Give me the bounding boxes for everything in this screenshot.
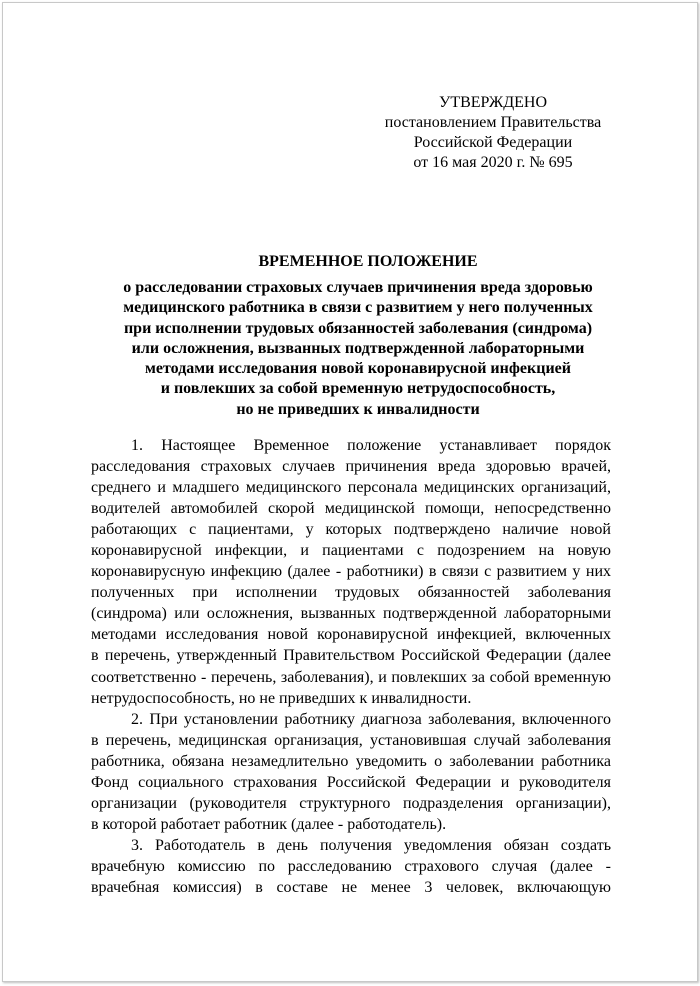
subtitle-line: методами исследования новой коронавирусной инфекцией [145, 360, 571, 378]
paragraph-line: в перечень, медицинская организация, установившая случай заболевания [91, 731, 611, 749]
paragraph-line: коронавирусной инфекции, и пациентами с подозрением на новую [91, 542, 611, 560]
paragraph-line: работающих с пациентами, у которых подтверждено наличие новой [91, 521, 611, 539]
subtitle-line: и повлекших за собой временную нетрудоспособность, [160, 380, 556, 398]
approval-date-number: от 16 мая 2020 г. № 695 [413, 154, 573, 171]
document-subtitle [3, 278, 698, 420]
paragraph-line: полученных при исполнении трудовых обязанностей заболевания [91, 584, 611, 602]
subtitle-line: медицинского работника в связи с развитием у него полученных [123, 299, 593, 317]
paragraph-line: 2. При установлении работнику диагноза заболевания, включенного [131, 710, 611, 728]
paragraph-line: организации (руководителя структурного подразделения организации), [91, 794, 611, 812]
approval-line: постановлением Правительства [384, 114, 602, 131]
paragraph-line: врачебная комиссия) в составе не менее 3 человек, включающую [91, 878, 611, 896]
document-title: ВРЕМЕННОЕ ПОЛОЖЕНИЕ [258, 253, 478, 270]
paragraph-line: врачебную комиссию по расследованию страхового случая (далее - [91, 857, 611, 875]
paragraph-line: среднего и младшего медицинского персонала медицинских организаций, [91, 479, 611, 497]
paragraph-line: в которой работает работник (далее - работодатель). [91, 815, 447, 833]
paragraph-2 [91, 709, 611, 835]
paragraph-line: коронавирусную инфекцию (далее - работники) в связи с развитием у них [91, 563, 611, 581]
approval-heading: УТВЕРЖДЕНО [438, 94, 547, 111]
paragraph-line: методами исследования новой коронавирусной инфекцией, включенных [91, 626, 611, 644]
paragraph-line: водителей автомобилей скорой медицинской помощи, непосредственно [91, 500, 611, 518]
paragraph-1 [91, 435, 611, 709]
paragraph-line: 3. Работодатель в день получения уведомления обязан создать [131, 836, 611, 854]
paragraph-line: в перечень, утвержденный Правительством Российской Федерации (далее [91, 647, 611, 665]
paragraph-line: работника, обязана незамедлительно уведомить о заболевании работника [91, 752, 611, 770]
approval-line: Российской Федерации [413, 134, 573, 151]
approval-stamp [343, 93, 643, 173]
paragraph-line: нетрудоспособность, но не приведших к инвалидности. [91, 689, 472, 707]
paragraph-line: (синдрома) или осложнения, вызванных подтвержденной лабораторными [91, 605, 611, 623]
document-page [2, 2, 698, 982]
subtitle-line: при исполнении трудовых обязанностей заболевания (синдрома) [123, 319, 593, 337]
subtitle-line: о расследовании страховых случаев причинения вреда здоровью [123, 279, 593, 296]
paragraph-line: расследования страховых случаев причинения вреда здоровью врачей, [91, 458, 611, 476]
paragraph-3 [91, 835, 611, 898]
paragraph-line: 1. Настоящее Временное положение устанавливает порядок [131, 437, 611, 454]
subtitle-line: или осложнения, вызванных подтвержденной лабораторными [131, 339, 585, 357]
document-body [91, 435, 611, 898]
subtitle-line: но не приведших к инвалидности [236, 400, 480, 418]
paragraph-line: Фонд социального страхования Российской Федерации и руководителя [91, 773, 611, 791]
paragraph-line: соответственно - перечень, заболевания), и повлекших за собой временную [91, 668, 611, 686]
